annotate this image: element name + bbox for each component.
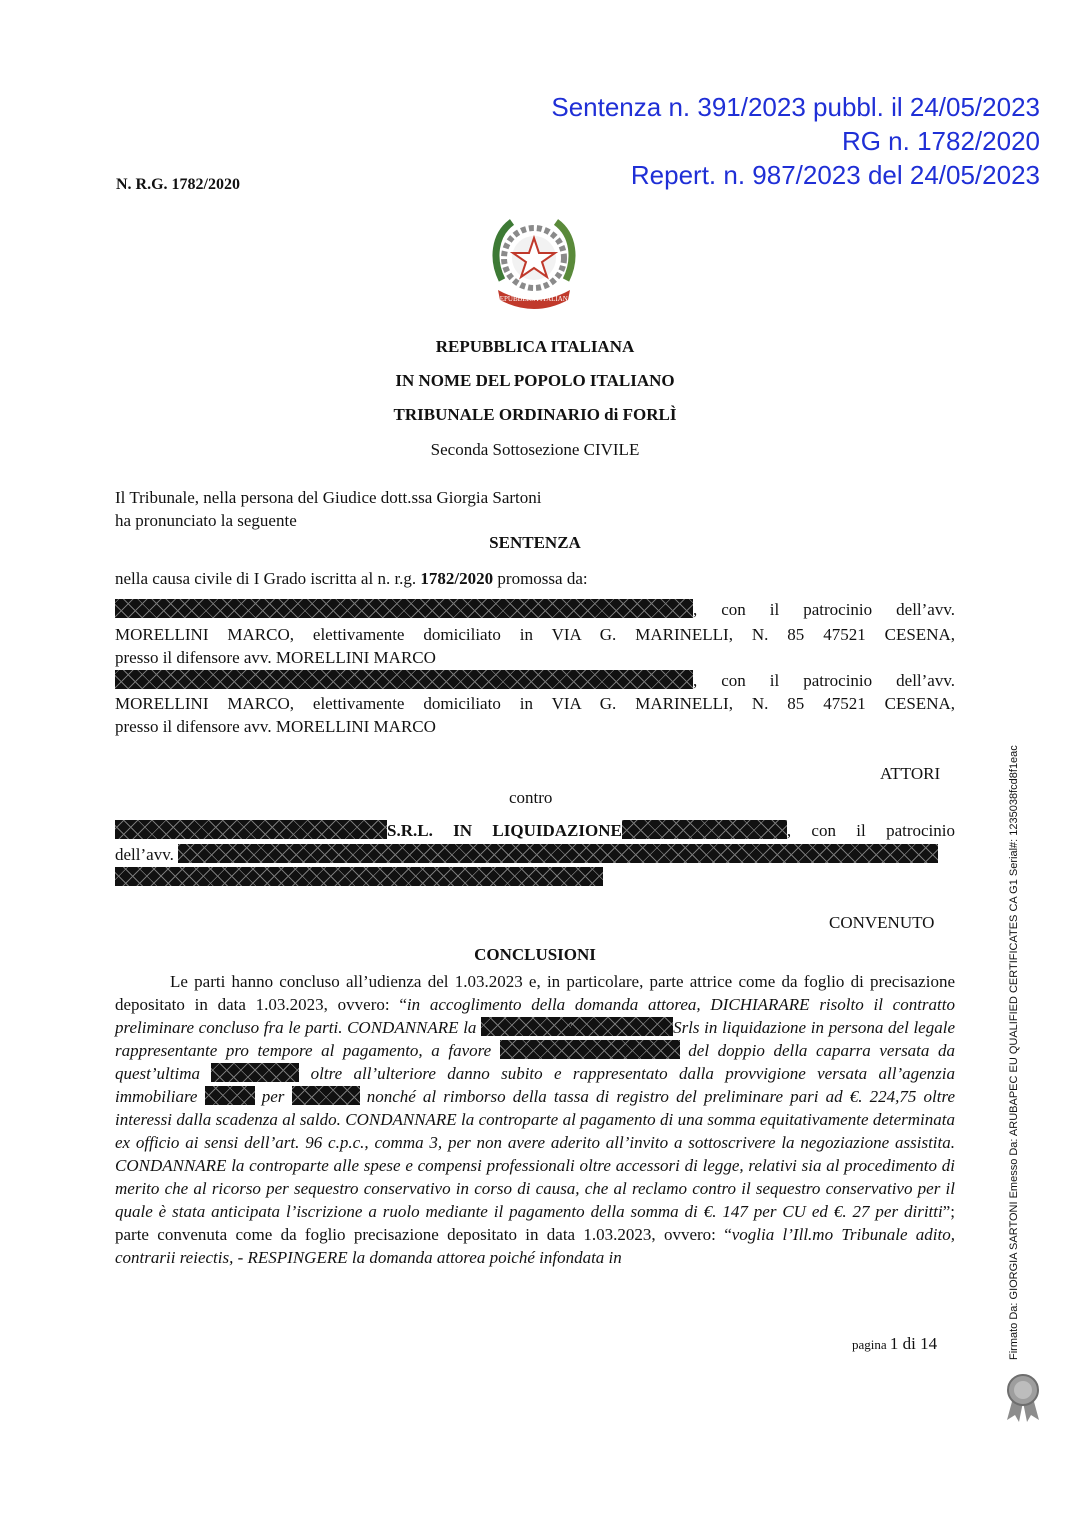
digital-signature-note: Firmato Da: GIORGIA SARTONI Emesso Da: ARUBAPEC EU QUALIFIED CERTIFICATES CA G1 Serial#: 1235038fcd8f1eac (1008, 745, 1020, 1360)
redacted-block (211, 1063, 299, 1082)
convenuto-line1: S.R.L. IN LIQUIDAZIONE , con il patrocinio (115, 819, 955, 842)
redacted-block (178, 844, 938, 863)
convenuto-line3 (115, 867, 603, 888)
redacted-block (481, 1017, 571, 1036)
attori-label: ATTORI (880, 764, 941, 783)
redacted-block (115, 820, 387, 839)
redacted-block (622, 820, 787, 839)
title-people: IN NOME DEL POPOLO ITALIANO (395, 371, 675, 390)
attore-2-line1: , con il patrocinio dell’avv. (115, 669, 955, 692)
pronounced-line: ha pronunciato la seguente (115, 511, 297, 530)
court-section: Seconda Sottosezione CIVILE (430, 440, 640, 459)
convenuto-label: CONVENUTO (829, 913, 935, 932)
svg-text:REPUBBLICA ITALIANA: REPUBBLICA ITALIANA (495, 295, 573, 303)
attore-1-line3: presso il difensore avv. MORELLINI MARCO (115, 648, 436, 667)
conclusions-paragraph: Le parti hanno concluso all’udienza del 1.03.2023 e, in particolare, parte attrice come da foglio di precisazione depositato in data 1.03.2023, ovvero: “in accoglimento della domanda attorea, DICHIARARE risolto il contratto preliminare concluso fra le parti. CONDANNARE la Srls in liquidazione in persona del legale rappresentante pro tempore al pagamento, a favore del doppio della caparra versata da quest’ultima oltre all’ulteriore danno subito e rappresentato dalla provvigione versata all’agenzia immobiliare per nonché al rimborso della tassa di registro del preliminare pari ad €. 224,75 oltre interessi dalla scadenza al saldo. CONDANNARE la controparte al pagamento di una somma equitativamente determinata ex officio ai sensi dell’art. 96 c.p.c., comma 3, per non avere aderito all’invito a sottoscrivere la negoziazione assistita. CONDANNARE la controparte alle spese e compensi professionali oltre accessori di legge, relativi sia al procedimento di merito che al ricorso per sequestro conservativo in corso di causa, che al reclamo contro il sequestro conservativo per il quale è stata anticipata l’iscrizione a ruolo mediante il pagamento della somma di €. 147 per CU ed €. 27 per diritti”; parte convenuta come da foglio precisazione depositato in data 1.03.2023, ovvero: “voglia l’Ill.mo Tribunale adito, contrarii reiectis, - RESPINGERE la domanda attorea poiché infondata in (115, 972, 955, 1267)
redacted-block (115, 599, 693, 618)
redacted-block (571, 1017, 673, 1036)
rg-number: RG n. 1782/2020 (841, 126, 1040, 156)
redacted-block (115, 867, 603, 886)
conclusions-heading: CONCLUSIONI (474, 945, 596, 964)
redacted-block (115, 670, 693, 689)
page-number: pagina 1 di 14 (852, 1334, 938, 1353)
sentence-heading: SENTENZA (489, 533, 581, 552)
repertorio-number: Repert. n. 987/2023 del 24/05/2023 (630, 160, 1040, 190)
title-court: TRIBUNALE ORDINARIO di FORLÌ (393, 405, 677, 424)
attore-2-line2: MORELLINI MARCO, elettivamente domiciliato in VIA G. MARINELLI, N. 85 47521 CESENA, (115, 694, 955, 713)
redacted-block (205, 1086, 255, 1105)
cause-line: nella causa civile di I Grado iscritta al n. r.g. 1782/2020 promossa da: (115, 569, 588, 588)
judge-line: Il Tribunale, nella persona del Giudice dott.ssa Giorgia Sartoni (115, 488, 542, 507)
convenuto-line2: dell’avv. (115, 843, 955, 866)
redacted-block (292, 1086, 360, 1105)
attore-1-line2: MORELLINI MARCO, elettivamente domiciliato in VIA G. MARINELLI, N. 85 47521 CESENA, (115, 625, 955, 644)
attore-2-line3: presso il difensore avv. MORELLINI MARCO (115, 717, 436, 736)
attore-1-line1: , con il patrocinio dell’avv. (115, 598, 955, 621)
title-republic: REPUBBLICA ITALIANA (435, 337, 635, 356)
convenuto-company: S.R.L. IN LIQUIDAZIONE (387, 821, 622, 840)
redacted-block (500, 1040, 680, 1059)
nrg-label: N. R.G. 1782/2020 (116, 176, 240, 193)
italian-republic-emblem-icon (484, 210, 584, 310)
sentence-number: Sentenza n. 391/2023 pubbl. il 24/05/2023 (551, 92, 1040, 122)
certification-seal-icon (1003, 1372, 1043, 1422)
conclusions-text (115, 970, 955, 1269)
publication-stamp (551, 90, 1040, 192)
contro-label: contro (509, 788, 553, 807)
